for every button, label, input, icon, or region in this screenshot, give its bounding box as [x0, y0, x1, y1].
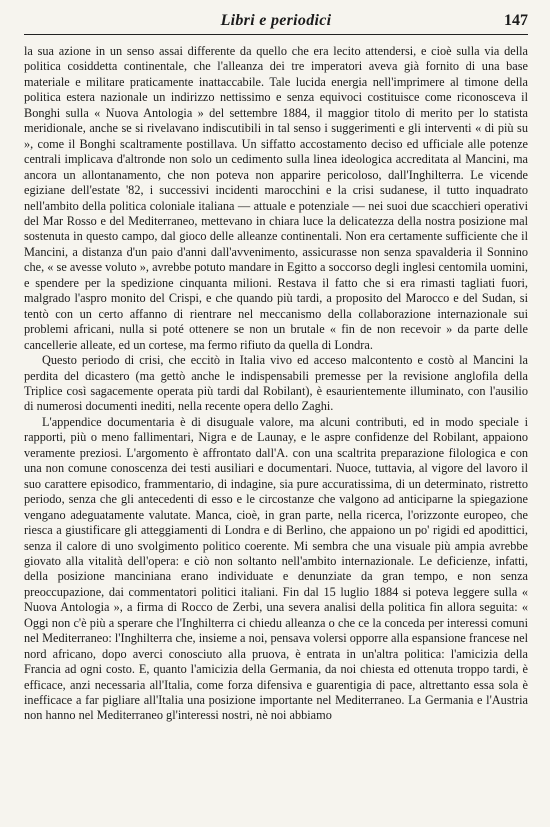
running-head	[24, 0, 528, 35]
paragraph-continuation: la sua azione in un senso assai differente da quello che era lecito attendersi, e cioè sulla via della politica cosiddetta continentale, che l'alleanza dei tre imperatori aveva già fornito di una base materiale e militare praticamente inattaccabile. Tale lucida energia nell'imprimere al timone della politica estera nazionale un indirizzo nettissimo e senza equivoci costituisce come riconosceva il Bonghi sulla « Nuova Antologia » del settembre 1884, il maggior titolo di merito per lo statista meridionale, anche se si rivelavano indiscutibili in tal senso i suggerimenti e gli interventi « di più su », come il Bonghi scaltramente postillava. Un siffatto accostamento deciso ed ufficiale alle potenze centrali implicava d'altronde non solo un cedimento sulla linea ideologica accreditata al Mancini, ma ancora un allontanamento, che non poteva non apparire pericoloso, dall'Inghilterra. Le vicende egiziane dell'estate '82, i successivi incidenti marocchini e la crisi sudanese, il tutto inquadrato nell'ambito della politica coloniale italiana — attuale e potenziale — nei suoi due scacchieri operativi del Mar Rosso e del Mediterraneo, mettevano in chiara luce la delicatezza della nostra posizione mal sostenuta in questo campo, dal gioco delle alleanze continentali. Non era certamente sufficiente che il Mancini, a distanza d'un paio d'anni dall'avvenimento, assicurasse non senza spavalderia il Sonnino che, « se avesse voluto », avrebbe potuto mandare in Egitto a soccorso degli inglesi centomila uomini, e spendere per la spedizione cinquanta milioni. Restava il fatto che si era rimasti tagliati fuori, malgrado l'aspro monito del Crispi, e che quando più tardi, a proposito del Marocco e del Sudan, si tentò con un certo affanno di rientrare nel meccanismo della collaborazione internazionale sui problemi africani, nulla si poté ottenere se non un brutale « fin de non recevoir » da parte delle cancellerie alleate, ed un cortese, ma fermo rifiuto da quella di Londra.	[24, 44, 528, 352]
paragraph: L'appendice documentaria è di disuguale valore, ma alcuni contributi, ed in modo speciale i rapporti, più o meno fallimentari, Nigra e de Launay, e le aspre confidenze del Robilant, appaiono veramente preziosi. L'argomento è affrontato dall'A. con una scaltrita preparazione filologica e con una non comune conoscenza dei testi ausiliari e documentari. Nuoce, tuttavia, al vigore del lavoro il suo carattere episodico, frammentario, di indagine, sia pure accuratissima, di un determinato, ristretto periodo, senza che gli antecedenti di esso e le circostanze che valgono ad anticiparne la spiegazione vengano adeguatamente valutate. Manca, cioè, in gran parte, nella ricerca, l'orizzonte europeo, che riesca a giustificare gli atteggiamenti di Londra e di Berlino, che appaiono un po' rigidi ed apodittici, senza il calore di uno svolgimento politico coerente. Mi sembra che una visuale più ampia avrebbe giovato alla vitalità dell'opera: e ciò non soltanto nell'ambito internazionale. Le deficienze, infatti, della posizione manciniana erano individuate e denunziate da gran tempo, e non senza preoccupazione, dai commentatori politici italiani. Fin dal 15 luglio 1884 si poteva leggere sulla « Nuova Antologia », a firma di Rocco de Zerbi, una severa analisi della politica fin allora seguita: « Oggi non c'è più a sperare che l'Inghilterra ci chiedu alleanza o che ce la conceda per interessi comuni nel Mediterraneo: l'Inghilterra che, insieme a noi, pensava volersi opporre alla espansione francese nel nord africano, dopo averci conosciuto alla pruova, è entrata in un'altra politica: l'amicizia della Francia ad ogni costo. E, quanto l'amicizia della Germania, da noi chiesta ed ottenuta troppo tardi, è efficace, anzi necessaria all'Italia, come forza difensiva e guarentigia di pace, altrettanto essa sola è inefficace a far pigliare all'Italia una posizione importante nel Mediterraneo. La Germania e l'Austria non hanno nel Mediterraneo gl'interessi nostri, nè noi abbiamo	[24, 414, 528, 723]
page-number: 147	[504, 12, 528, 29]
paragraph: Questo periodo di crisi, che eccitò in Italia vivo ed acceso malcontento e costò al Mancini la perdita del dicastero (ma gettò anche le indispensabili premesse per la revisione anglofila della Triplice così sagacemente operata più tardi dal Robilant), è esaurientemente illuminato, con l'ausilio di numerosi documenti inediti, nella recente opera dello Zaghi.	[24, 353, 528, 414]
running-title: Libri e periodici	[220, 12, 332, 29]
body-text	[24, 44, 528, 724]
